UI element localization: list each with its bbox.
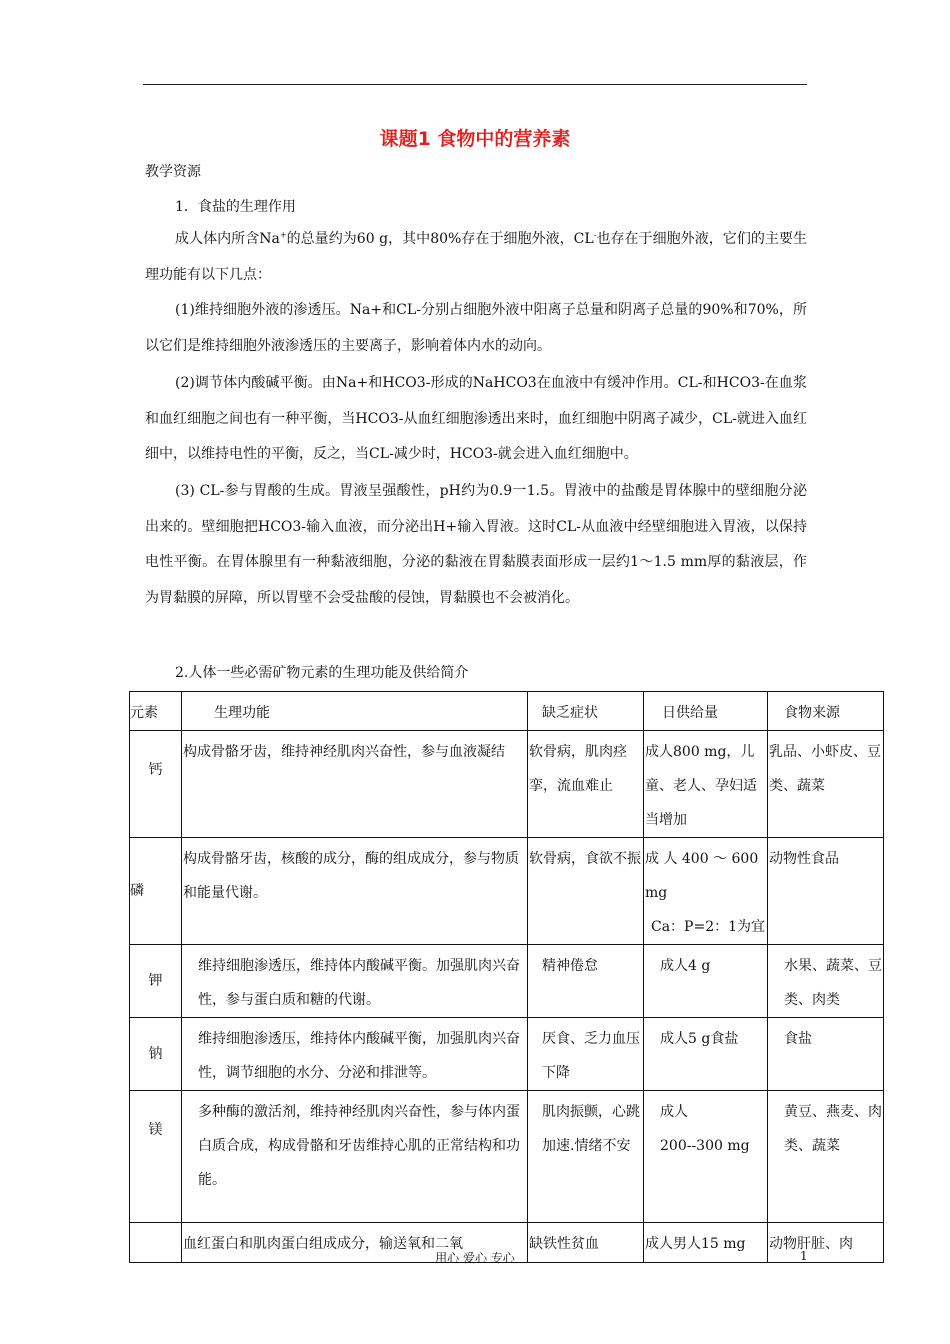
table-row: [130, 945, 884, 1018]
deficiency-cell: 厌食、乏力血压下降: [528, 1018, 644, 1091]
dose-cell: 成人 200--300 mg: [644, 1091, 768, 1223]
table-row: [130, 731, 884, 838]
dose-cell: 成 人 400 ～ 600 mg Ca：P=2：1为宜: [644, 838, 768, 945]
source-cell: 食盐: [768, 1018, 884, 1091]
element-cell: 钙: [130, 731, 182, 838]
page-footer: 用心 爱心 专心: [435, 1251, 515, 1265]
table-row: [130, 1091, 884, 1223]
function-cell: 构成骨骼牙齿，核酸的成分，酶的组成成分，参与物质和能量代谢。: [182, 838, 528, 945]
page-number: 1: [800, 1249, 808, 1263]
dose-cell: 成人4 g: [644, 945, 768, 1018]
header-food-source: 食物来源: [768, 692, 884, 731]
deficiency-cell: 软骨病，肌肉痉挛，流血难止: [528, 731, 644, 838]
header-function: 生理功能: [182, 692, 528, 731]
source-cell: 乳品、小虾皮、豆类、蔬菜: [768, 731, 884, 838]
source-cell: 动物性食品: [768, 838, 884, 945]
minerals-table: [129, 691, 884, 1263]
section-label: 教学资源: [145, 164, 201, 180]
header-deficiency: 缺乏症状: [528, 692, 644, 731]
dose-cell: 成人800 mg，儿童、老人、孕妇适当增加: [644, 731, 768, 838]
source-cell: 水果、蔬菜、豆类、肉类: [768, 945, 884, 1018]
element-cell: 钾: [130, 945, 182, 1018]
paragraph-item-1: (1)维持细胞外液的渗透压。Na+和CL-分别占细胞外液中阳离子总量和阴离子总量的90%和70%，所以它们是维持细胞外液渗透压的主要离子，影响着体内水的动向。: [145, 302, 807, 354]
page-title: 课题1 食物中的营养素: [379, 128, 571, 150]
function-cell: 维持细胞渗透压，维持体内酸碱平衡。加强肌肉兴奋性，参与蛋白质和糖的代谢。: [182, 945, 528, 1018]
header-rule: [143, 84, 807, 85]
header-daily-dose: 日供给量: [644, 692, 768, 731]
paragraph-item-3: (3) CL-参与胃酸的生成。胃液呈强酸性，pH约为0.9一1.5。胃液中的盐酸是胃体腺中的壁细胞分泌出来的。壁细胞把HCO3-输入血液，而分泌出H+输入胃液。这时CL-从血液中经壁细胞进入胃液，以保持电性平衡。在胃体腺里有一种黏液细胞，分泌的黏液在胃黏膜表面形成一层约1～1.5 mm厚的黏液层，作为胃黏膜的屏障，所以胃壁不会受盐酸的侵蚀，胃黏膜也不会被消化。: [145, 483, 807, 606]
deficiency-cell: 精神倦怠: [528, 945, 644, 1018]
function-cell: 维持细胞渗透压，维持体内酸碱平衡，加强肌肉兴奋性，调节细胞的水分、分泌和排泄等。: [182, 1018, 528, 1091]
paragraph-1: 成人体内所含Na+的总量约为60 g，其中80%存在于细胞外液，CL-也存在于细胞外液，它们的主要生理功能有以下几点：: [145, 230, 808, 283]
heading-2: 2.人体一些必需矿物元素的生理功能及供给简介: [175, 665, 469, 681]
header-element: 元素: [130, 692, 182, 731]
deficiency-cell: 缺铁性贫血: [528, 1223, 644, 1263]
heading-1: 1．食盐的生理作用: [175, 199, 296, 215]
element-cell: 钠: [130, 1018, 182, 1091]
function-cell: 构成骨骼牙齿，维持神经肌肉兴奋性，参与血液凝结: [182, 731, 528, 838]
dose-cell: 成人男人15 mg: [644, 1223, 768, 1263]
deficiency-cell: 软骨病，食欲不振: [528, 838, 644, 945]
table-row: [130, 838, 884, 945]
element-cell: 镁: [130, 1091, 182, 1223]
table-row: [130, 1018, 884, 1091]
paragraph-item-2: (2)调节体内酸碱平衡。由Na+和HCO3-形成的NaHCO3在血液中有缓冲作用。CL-和HCO3-在血浆和血红细胞之间也有一种平衡，当HCO3-从血红细胞渗透出来时，血红细胞中阴离子减少，CL-就进入血红细中，以维持电性的平衡，反之，当CL-减少时，HCO3-就会进入血红细胞中。: [145, 375, 807, 462]
dose-cell: 成人5 g食盐: [644, 1018, 768, 1091]
function-cell: 多种酶的激活剂，维持神经肌肉兴奋性，参与体内蛋白质合成，构成骨骼和牙齿维持心肌的正常结构和功能。: [182, 1091, 528, 1223]
source-cell: 动物肝脏、肉: [768, 1223, 884, 1263]
deficiency-cell: 肌肉振颤，心跳加速.情绪不安: [528, 1091, 644, 1223]
table-header-row: [130, 692, 884, 731]
source-cell: 黄豆、燕麦、肉类、蔬菜: [768, 1091, 884, 1223]
element-cell: 磷: [130, 838, 182, 945]
function-cell: 血红蛋白和肌肉蛋白组成成分，输送氧和二氧: [182, 1223, 528, 1263]
